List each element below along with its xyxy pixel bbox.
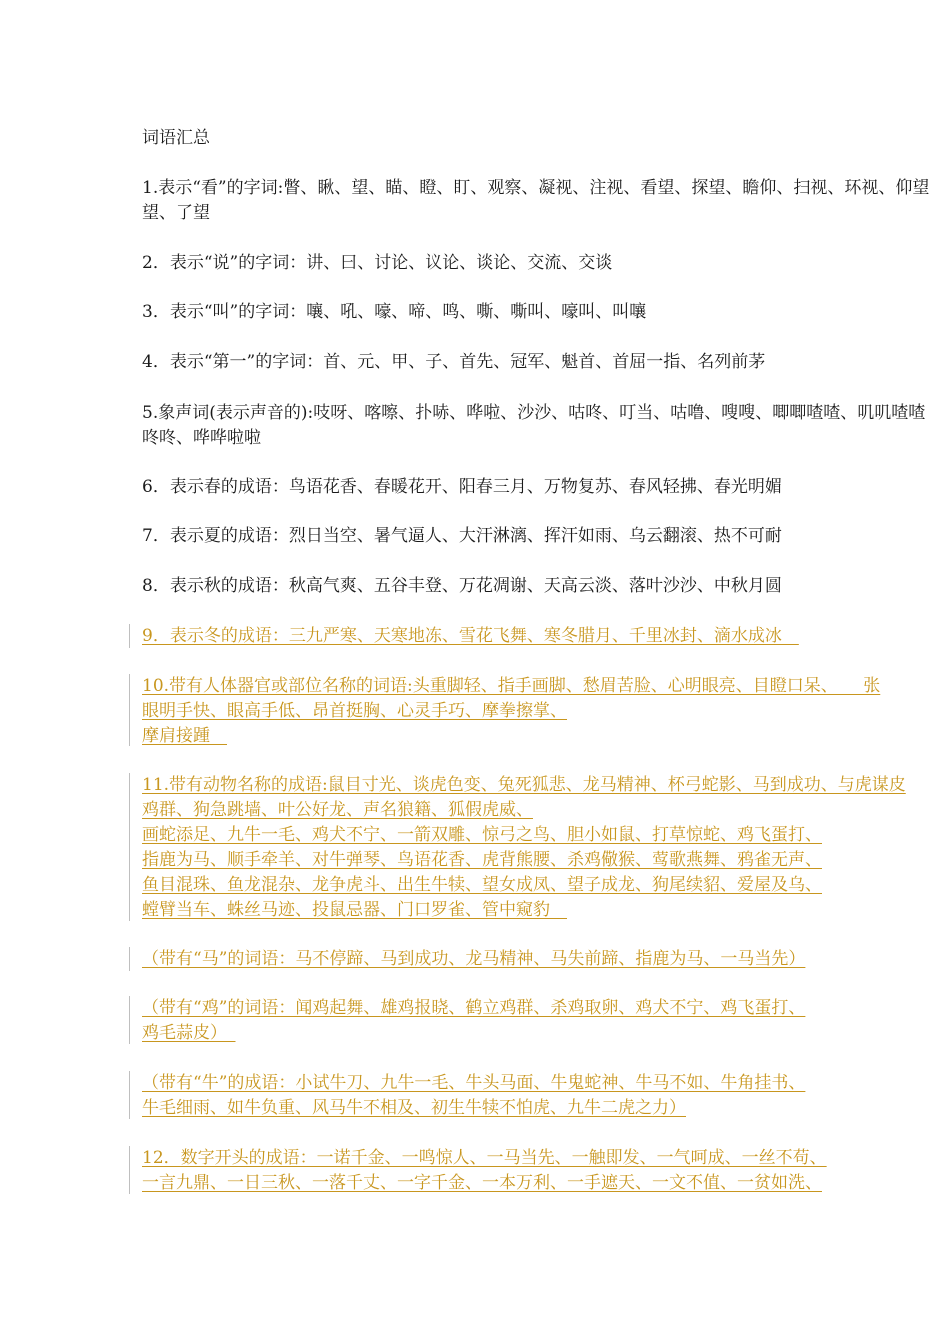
- text-line: （带有“马”的词语：马不停蹄、马到成功、龙马精神、马失前蹄、指鹿为马、一马当先）: [142, 949, 806, 969]
- paragraph-first-words: [142, 350, 765, 375]
- paragraph-horse-words: [142, 947, 805, 972]
- text-line: 牛毛细雨、如牛负重、风马牛不相及、初生牛犊不怕虎、九牛二虎之力）: [142, 1098, 686, 1118]
- paragraph-body-part-idioms: [142, 674, 880, 749]
- text-line: 鸡毛蒜皮）: [142, 1023, 236, 1043]
- text-line: 一言九鼎、一日三秋、一落千丈、一字千金、一本万利、一手遮天、一文不值、一贫如洗、: [142, 1173, 822, 1193]
- paragraph-winter-idioms: [142, 624, 799, 649]
- paragraph-autumn-idioms: [142, 574, 782, 599]
- text-line: 画蛇添足、九牛一毛、鸡犬不宁、一箭双雕、惊弓之鸟、胆小如鼠、打草惊蛇、鸡飞蛋打、: [142, 825, 822, 845]
- text-line: 11.带有动物名称的成语:鼠目寸光、谈虎色变、兔死狐悲、龙马精神、杯弓蛇影、马到成功、与虎谋皮: [142, 775, 906, 795]
- document-title: 词语汇总: [142, 128, 210, 148]
- text-line: 鸡群、狗急跳墙、叶公好龙、声名狼籍、狐假虎威、: [142, 800, 533, 820]
- text-line: 眼明手快、眼高手低、昂首挺胸、心灵手巧、摩拳擦掌、: [142, 701, 567, 721]
- paragraph-summer-idioms: [142, 524, 782, 549]
- paragraph-look-words: [142, 176, 929, 226]
- text-line: 3．表示“叫”的字词：嚷、吼、嚎、啼、鸣、嘶、嘶叫、嚎叫、叫嚷: [142, 302, 647, 322]
- text-line: （带有“鸡”的词语：闻鸡起舞、雄鸡报晓、鹤立鸡群、杀鸡取卵、鸡犬不宁、鸡飞蛋打、: [142, 998, 806, 1018]
- text-line: 摩肩接踵: [142, 726, 227, 746]
- text-line: 指鹿为马、顺手牵羊、对牛弹琴、鸟语花香、虎背熊腰、杀鸡儆猴、莺歌燕舞、鸦雀无声、: [142, 850, 822, 870]
- change-bar: [129, 1146, 130, 1194]
- text-line: 5.象声词(表示声音的):吱呀、喀嚓、扑哧、哗啦、沙沙、咕咚、叮当、咕噜、嗖嗖、唧唧喳喳、叽叽喳喳: [142, 403, 926, 423]
- change-bar: [129, 624, 130, 648]
- text-line: 4．表示“第一”的字词：首、元、甲、子、首先、冠军、魁首、首屈一指、名列前茅: [142, 352, 766, 372]
- change-bar: [129, 947, 130, 971]
- text-line: 咚咚、哗哗啦啦: [142, 428, 261, 448]
- change-bar: [129, 674, 130, 746]
- paragraph-onomatopoeia: [142, 401, 925, 451]
- text-line: （带有“牛”的成语：小试牛刀、九牛一毛、牛头马面、牛鬼蛇神、牛马不如、牛角挂书、: [142, 1073, 806, 1093]
- text-line: 10.带有人体器官或部位名称的词语:头重脚轻、指手画脚、愁眉苦脸、心明眼亮、目瞪口呆、 张: [142, 676, 881, 696]
- paragraph-say-words: [142, 251, 612, 276]
- paragraph-chicken-words: [142, 996, 805, 1046]
- text-line: 1.表示“看”的字词:瞥、瞅、望、瞄、瞪、盯、观察、凝视、注视、看望、探望、瞻仰、扫视、环视、仰望: [142, 178, 930, 198]
- text-line: 鱼目混珠、鱼龙混杂、龙争虎斗、出生牛犊、望女成凤、望子成龙、狗尾续貂、爱屋及乌、: [142, 875, 822, 895]
- text-line: 12．数字开头的成语：一诺千金、一鸣惊人、一马当先、一触即发、一气呵成、一丝不苟、: [142, 1148, 827, 1168]
- text-line: 望、了望: [142, 203, 210, 223]
- paragraph-animal-idioms: [142, 773, 906, 923]
- text-line: 螳臂当车、蛛丝马迹、投鼠忌器、门口罗雀、管中窥豹: [142, 900, 567, 920]
- paragraph-spring-idioms: [142, 475, 782, 500]
- text-line: 8．表示秋的成语：秋高气爽、五谷丰登、万花凋谢、天高云淡、落叶沙沙、中秋月圆: [142, 576, 782, 596]
- paragraph-call-words: [142, 300, 646, 325]
- text-line: 9．表示冬的成语：三九严寒、天寒地冻、雪花飞舞、寒冬腊月、千里冰封、滴水成冰: [142, 626, 799, 646]
- text-line: 6．表示春的成语：鸟语花香、春暖花开、阳春三月、万物复苏、春风轻拂、春光明媚: [142, 477, 782, 497]
- change-bar: [129, 773, 130, 921]
- paragraph-number-idioms: [142, 1146, 827, 1196]
- change-bar: [129, 1071, 130, 1119]
- paragraph-cattle-idioms: [142, 1071, 805, 1121]
- change-bar: [129, 996, 130, 1044]
- text-line: 7．表示夏的成语：烈日当空、暑气逼人、大汗淋漓、挥汗如雨、乌云翻滚、热不可耐: [142, 526, 782, 546]
- text-line: 2．表示“说”的字词：讲、曰、讨论、议论、谈论、交流、交谈: [142, 253, 613, 273]
